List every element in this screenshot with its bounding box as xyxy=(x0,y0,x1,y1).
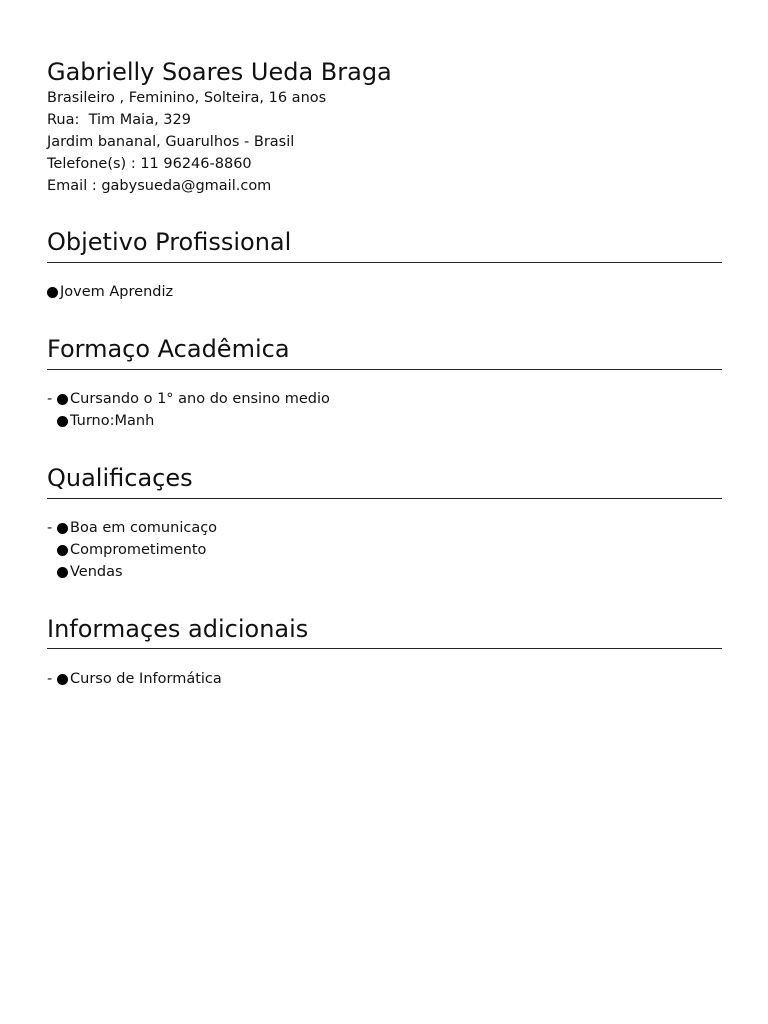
list-item xyxy=(47,668,222,690)
list-item-text: Turno:Manh xyxy=(70,413,155,429)
section-title-objetivo: Objetivo Profissional xyxy=(47,228,292,256)
list-item-text: Vendas xyxy=(70,564,123,580)
list-item xyxy=(47,561,217,583)
qualificacoes-list xyxy=(47,517,217,583)
list-item xyxy=(47,281,173,303)
section-divider xyxy=(47,262,722,263)
bullet-icon xyxy=(57,416,68,427)
bullet-icon xyxy=(57,523,68,534)
dash-marker: - xyxy=(47,671,53,687)
email-line: Email : gabysueda@gmail.com xyxy=(47,178,272,194)
list-item-text: Boa em comunicaço xyxy=(70,520,218,536)
section-divider xyxy=(47,648,722,649)
address-street-line: Rua: Tim Maia, 329 xyxy=(47,112,191,128)
dash-marker: - xyxy=(47,520,53,536)
section-title-formacao: Formaço Acadêmica xyxy=(47,335,290,363)
bullet-icon xyxy=(57,394,68,405)
candidate-name: Gabrielly Soares Ueda Braga xyxy=(47,58,392,86)
bullet-icon xyxy=(57,545,68,556)
contact-block xyxy=(47,87,326,197)
list-item xyxy=(47,410,330,432)
informacoes-list xyxy=(47,668,222,690)
list-item-text: Jovem Aprendiz xyxy=(60,284,174,300)
bullet-icon xyxy=(57,674,68,685)
section-divider xyxy=(47,498,722,499)
dash-marker: - xyxy=(47,391,53,407)
phone-line: Telefone(s) : 11 96246-8860 xyxy=(47,156,252,172)
bullet-icon xyxy=(57,567,68,578)
list-item xyxy=(47,539,217,561)
list-item xyxy=(47,388,330,410)
list-item-text: Cursando o 1° ano do ensino medio xyxy=(70,391,330,407)
section-title-qualificacoes: Qualificaçes xyxy=(47,464,193,492)
address-city-line: Jardim bananal, Guarulhos - Brasil xyxy=(47,134,295,150)
bullet-icon xyxy=(47,287,58,298)
list-item-text: Curso de Informática xyxy=(70,671,222,687)
objetivo-list xyxy=(47,281,173,303)
section-divider xyxy=(47,369,722,370)
formacao-list xyxy=(47,388,330,432)
section-title-informacoes: Informaçes adicionais xyxy=(47,615,309,643)
list-item xyxy=(47,517,217,539)
list-item-text: Comprometimento xyxy=(70,542,207,558)
personal-info-line: Brasileiro , Feminino, Solteira, 16 anos xyxy=(47,90,327,106)
